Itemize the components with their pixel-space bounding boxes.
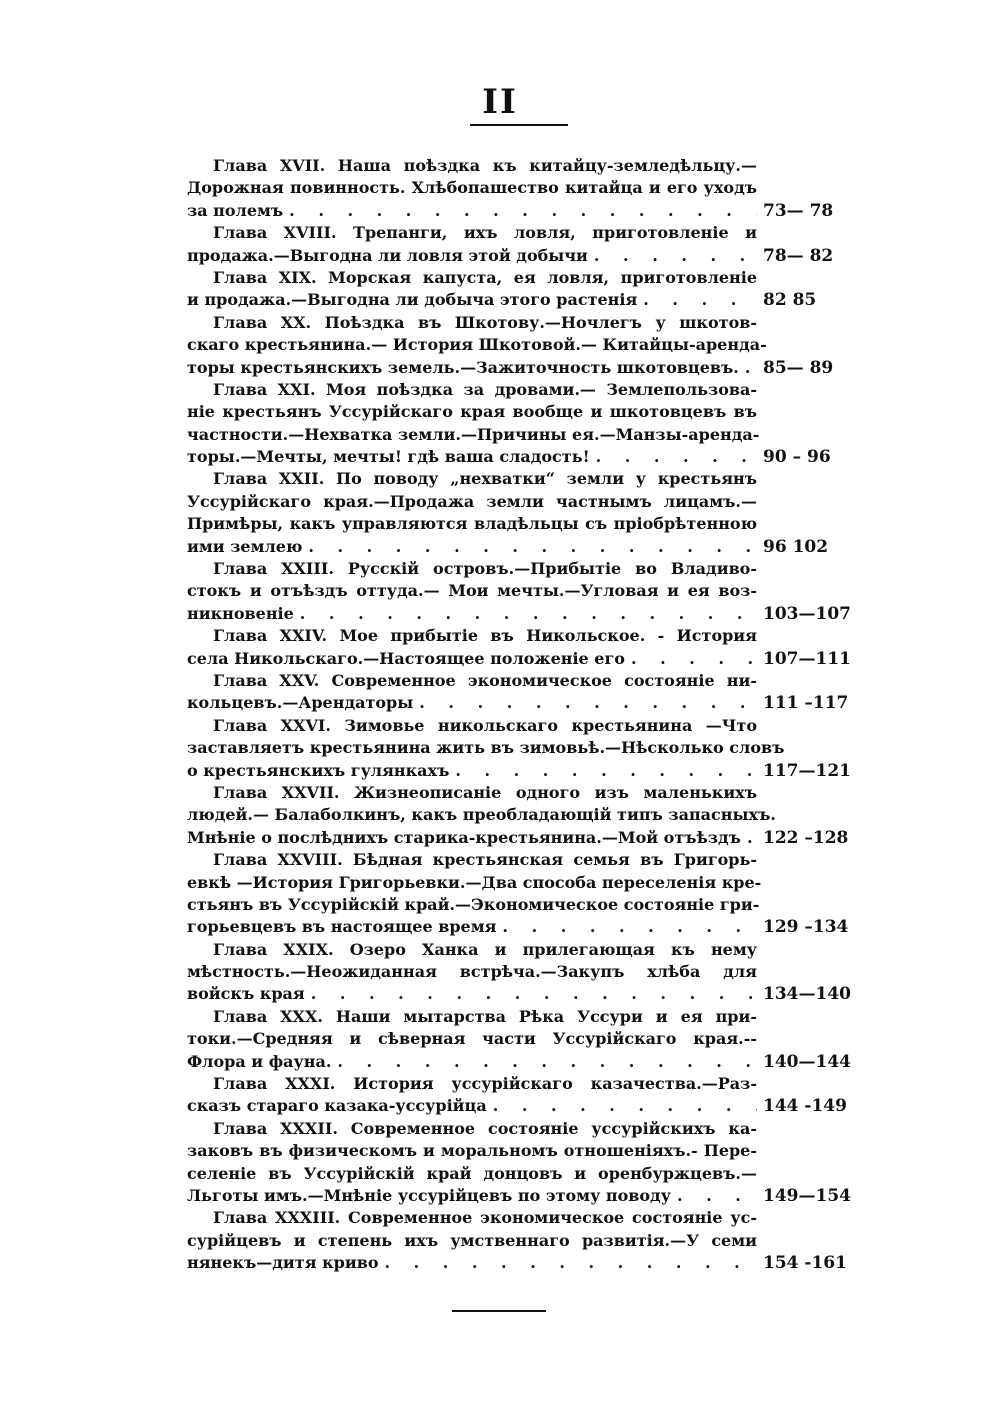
toc-entry-last-line bbox=[187, 536, 855, 558]
toc-entry-pages: 85— 89 bbox=[763, 357, 834, 378]
toc-entry bbox=[187, 312, 855, 379]
toc-entry-pages: 111 –117 bbox=[763, 693, 849, 714]
toc-entry bbox=[187, 468, 855, 558]
toc-entry-pages: 140—144 bbox=[763, 1051, 851, 1072]
toc-entry-last-line bbox=[187, 200, 855, 222]
toc-entry-last-line bbox=[187, 1185, 855, 1207]
dot-leader bbox=[631, 648, 757, 670]
toc-entry-line: Глава XXIX. Озеро Ханка и прилегающая къ нему bbox=[213, 939, 757, 959]
toc-entry-line: ніе крестьянъ Уссурійскаго края вообще и шкотовцевъ въ bbox=[187, 402, 757, 422]
dot-leader bbox=[455, 760, 757, 782]
dot-leader bbox=[300, 603, 757, 625]
toc-entry-text: никновеніе bbox=[187, 603, 294, 623]
toc-entry bbox=[187, 782, 855, 849]
toc-entry-line: Глава XXVI. Зимовье никольскаго крестьянина —Что bbox=[213, 715, 757, 735]
toc-entry-last-line bbox=[187, 1051, 855, 1073]
toc-entry-line: Глава XXXIII. Современное экономическое состояніе ус- bbox=[213, 1208, 757, 1228]
toc-entry-text: села Никольскаго.—Настоящее положеніе его bbox=[187, 648, 625, 668]
toc-entry-line: частности.—Нехватка земли.—Причины ея.—Манзы-арендa- bbox=[187, 424, 760, 444]
toc-entry-pages: 103—107 bbox=[763, 603, 851, 624]
toc-entry-text: за полемъ bbox=[187, 200, 284, 220]
toc-entry-last-line bbox=[187, 1252, 855, 1274]
toc-entry-line: токи.—Средняя и сѣверная части Уссурійскаго края.-- bbox=[187, 1029, 757, 1049]
toc-entry-pages: 117—121 bbox=[763, 760, 851, 781]
toc-entry-pages: 73— 78 bbox=[763, 200, 834, 221]
toc-entry-line: Глава XXVII. Жизнеописаніе одного изъ маленькихъ bbox=[213, 782, 757, 802]
dot-leader bbox=[289, 200, 757, 222]
dot-leader bbox=[311, 983, 757, 1005]
bottom-rule bbox=[452, 1310, 546, 1312]
toc-entry-last-line bbox=[187, 692, 855, 714]
toc-entry-last-line bbox=[187, 648, 855, 670]
toc-entry-line: заковъ въ физическомъ и моральномъ отношеніяхъ.- Пере- bbox=[187, 1141, 757, 1161]
toc-entry-line: Глава XVIII. Трепанги, ихъ ловля, приготовленіе и bbox=[213, 223, 757, 243]
toc-entry-line: селеніе въ Уссурійскій край донцовъ и оренбуржцевъ.— bbox=[187, 1163, 757, 1183]
toc-entry-text: торы.—Мечты, мечты! гдѣ ваша сладость! bbox=[187, 447, 590, 467]
toc-entry-line: людей.— Балаболкинъ, какъ преобладающій типъ запасныхъ. bbox=[187, 805, 776, 825]
toc-entry-line: евкѣ —История Григорьевки.—Два способа переселенія кре- bbox=[187, 872, 762, 892]
dot-leader bbox=[384, 1252, 757, 1274]
toc-entry-line: Примѣры, какъ управляются владѣльцы съ пріобрѣтенною bbox=[187, 514, 757, 534]
dot-leader bbox=[745, 357, 757, 379]
toc-entry-text: торы крестьянскихъ земель.—Зажиточность шкотовцевъ. bbox=[187, 357, 739, 377]
toc-entry-line: Уссурійскаго края.—Продажа земли частнымъ лицамъ.— bbox=[187, 491, 757, 511]
toc-entry-line: Глава XXX. Наши мытарства Рѣка Уссури и ея при- bbox=[213, 1006, 757, 1026]
toc-entry bbox=[187, 558, 855, 625]
toc-entry-line: стьянъ въ Уссурійскій край.—Экономическое состояніе гри- bbox=[187, 894, 760, 914]
toc-entry bbox=[187, 849, 855, 939]
toc-entry-line: сурійцевъ и степень ихъ умственнаго развитія.—У семи bbox=[187, 1230, 757, 1250]
toc-entry-pages: 134—140 bbox=[763, 984, 851, 1005]
toc-entry-line: скаго крестьянина.— История Шкотовой.— Китайцы-арендa- bbox=[187, 335, 767, 355]
dot-leader bbox=[643, 289, 757, 311]
dot-leader bbox=[419, 692, 757, 714]
toc-entry-pages: 144 -149 bbox=[763, 1096, 847, 1117]
dot-leader bbox=[596, 446, 757, 468]
toc-entry-pages: 122 –128 bbox=[763, 827, 849, 848]
toc-entry-last-line bbox=[187, 446, 855, 468]
toc-entry-last-line bbox=[187, 983, 855, 1005]
toc-entry-text: о крестьянскихъ гулянкахъ bbox=[187, 760, 450, 780]
toc-entry bbox=[187, 155, 855, 222]
toc-entry-last-line bbox=[187, 603, 855, 625]
toc-entry-line: Глава XX. Поѣздка въ Шкотову.—Ночлегъ у шкотов- bbox=[213, 312, 757, 332]
toc-entry-pages: 154 -161 bbox=[763, 1253, 847, 1274]
dot-leader bbox=[747, 827, 757, 849]
toc-entry-text: войскъ края bbox=[187, 984, 305, 1004]
toc-entry-pages: 96 102 bbox=[763, 536, 829, 557]
toc-entry-text: кольцевъ.—Арендаторы bbox=[187, 693, 414, 713]
toc-entry-pages: 82 85 bbox=[763, 290, 817, 311]
toc-entry bbox=[187, 222, 855, 267]
toc-entry-text: продажа.—Выгодна ли ловля этой добычи bbox=[187, 245, 588, 265]
toc-entry-line: Глава XXIV. Мое прибытіе въ Никольское. - История bbox=[213, 626, 757, 646]
toc-entry-text: горьевцевъ въ настоящее время bbox=[187, 917, 497, 937]
toc-entry-line: Глава XXV. Современное экономическое состояніе ни- bbox=[213, 670, 757, 690]
toc-entry-text: Льготы имъ.—Мнѣніе уссурійцевъ по этому поводу bbox=[187, 1185, 671, 1205]
toc-entry-last-line bbox=[187, 357, 855, 379]
toc-entry-line: Глава XXVIII. Бѣдная крестьянская семья въ Григорь- bbox=[213, 850, 757, 870]
toc-entry-last-line bbox=[187, 289, 855, 311]
toc-entry-line: Глава XXXI. История уссурійскаго казачества.—Раз- bbox=[213, 1074, 757, 1094]
toc-entry bbox=[187, 670, 855, 715]
toc-entry-pages: 149—154 bbox=[763, 1185, 851, 1206]
toc-entry-text: Флора и фауна. bbox=[187, 1051, 332, 1071]
toc-entry bbox=[187, 625, 855, 670]
dot-leader bbox=[493, 1095, 757, 1117]
toc-entry-pages: 107—111 bbox=[763, 648, 851, 669]
page-number: II bbox=[482, 82, 518, 122]
dot-leader bbox=[308, 536, 757, 558]
toc-entry bbox=[187, 1207, 855, 1274]
page-number-underline bbox=[470, 124, 568, 126]
toc-entry-line: Глава XXIII. Русскій островъ.—Прибытіе во Владиво- bbox=[213, 559, 757, 579]
toc-entry-text: сказъ стараго казака-уссурійца bbox=[187, 1096, 487, 1116]
toc-entry-last-line bbox=[187, 827, 855, 849]
toc-entry-line: Глава XXII. По поводу „нехватки“ земли у крестьянъ bbox=[213, 469, 757, 489]
toc-entry-line: Глава XIX. Морская капуста, ея ловля, приготовленіе bbox=[213, 267, 757, 287]
toc-entry bbox=[187, 1073, 855, 1118]
toc-entry-line: заставляетъ крестьянина жить въ зимовьѣ.—Нѣсколько словъ bbox=[187, 738, 785, 758]
toc-entry-pages: 129 –134 bbox=[763, 917, 849, 938]
toc-entry-line: мѣстность.—Неожиданная встрѣча.—Закупъ хлѣба для bbox=[187, 962, 757, 982]
dot-leader bbox=[337, 1051, 757, 1073]
toc-entry-line: Глава XVII. Наша поѣздка къ китайцу-земледѣльцу.— bbox=[213, 156, 757, 175]
toc-entry-pages: 90 – 96 bbox=[763, 447, 831, 468]
toc-entry-line: стокъ и отъѣздъ оттуда.— Мои мечты.—Угловая и ея воз- bbox=[187, 581, 757, 601]
toc-entry bbox=[187, 715, 855, 782]
toc-entry-last-line bbox=[187, 245, 855, 267]
toc-entry-line: Глава XXI. Моя поѣздка за дровами.— Землепользова- bbox=[213, 379, 757, 399]
table-of-contents bbox=[187, 155, 855, 1275]
toc-entry-text: нянекъ—дитя криво bbox=[187, 1253, 379, 1273]
toc-entry-last-line bbox=[187, 1095, 855, 1117]
toc-entry-last-line bbox=[187, 916, 855, 938]
toc-entry-line: Глава XXXII. Современное состояніе уссурійскихъ ка- bbox=[213, 1118, 757, 1138]
toc-entry bbox=[187, 379, 855, 469]
toc-entry-line: Дорожная повинность. Хлѣбопашество китайца и его уходъ bbox=[187, 178, 757, 198]
toc-entry-text: и продажа.—Выгодна ли добыча этого растенія bbox=[187, 290, 638, 310]
toc-entry bbox=[187, 1118, 855, 1208]
toc-entry-text: ими землею bbox=[187, 536, 303, 556]
toc-entry-last-line bbox=[187, 760, 855, 782]
toc-entry-pages: 78— 82 bbox=[763, 245, 834, 266]
dot-leader bbox=[677, 1185, 757, 1207]
dot-leader bbox=[594, 245, 757, 267]
toc-entry bbox=[187, 1006, 855, 1073]
toc-entry bbox=[187, 267, 855, 312]
toc-entry-text: Мнѣніе о послѣднихъ старика-крестьянина.—Мой отъѣздъ bbox=[187, 827, 741, 847]
toc-entry bbox=[187, 939, 855, 1006]
dot-leader bbox=[502, 916, 757, 938]
